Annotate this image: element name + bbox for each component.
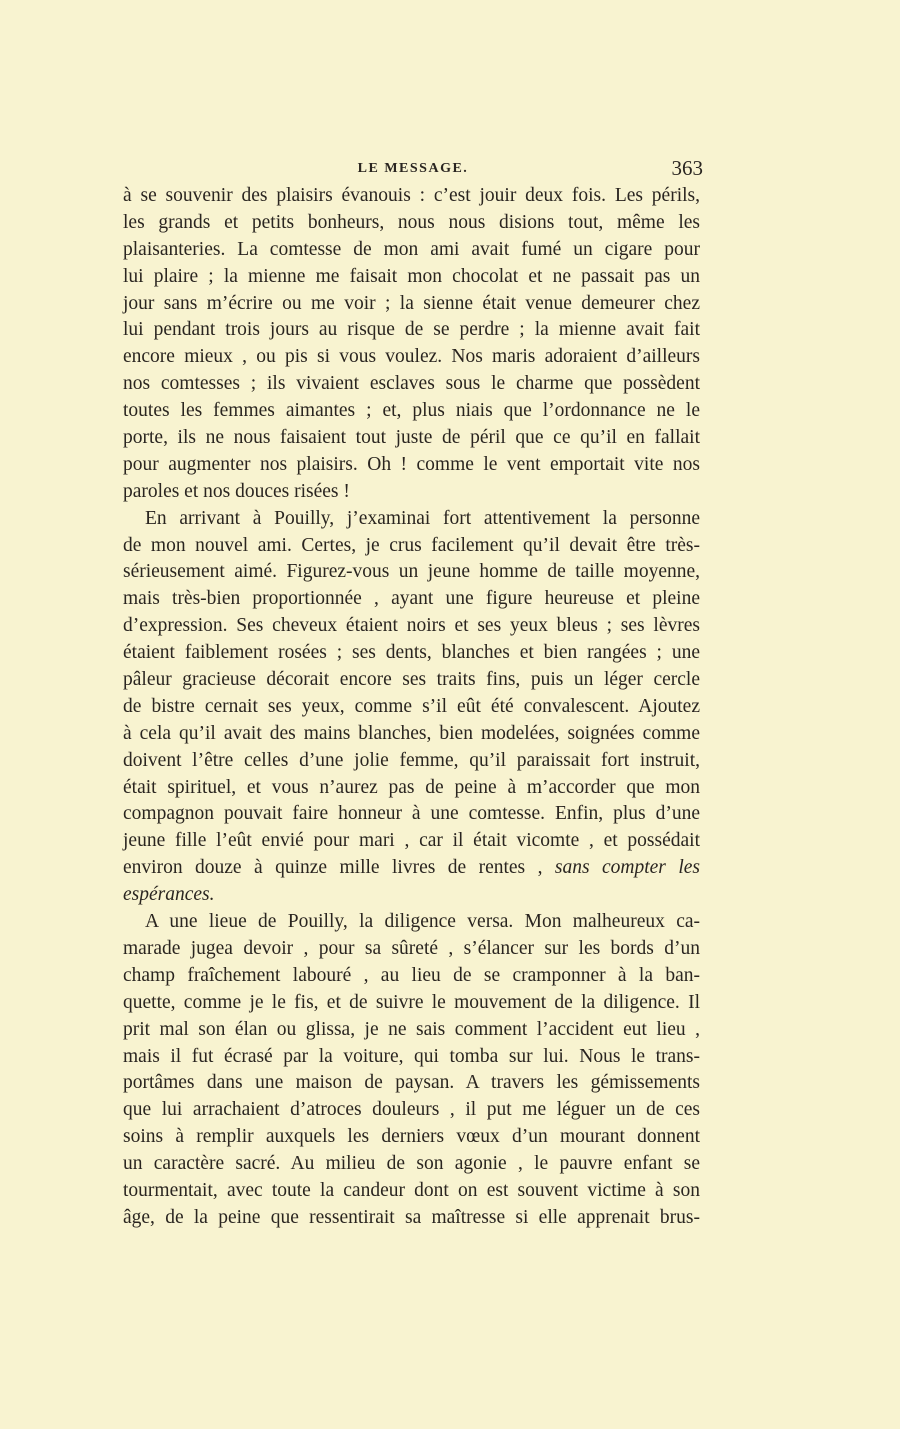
line-text: champ fraîchement labouré , au lieu de se cramponner à la ban-: [123, 964, 700, 986]
text-line: [123, 748, 700, 775]
text-line: [123, 506, 700, 533]
text-line: [123, 667, 700, 694]
text-line: [123, 801, 700, 828]
text-line: [123, 586, 700, 613]
line-text: pour augmenter nos plaisirs. Oh ! comme le vent emportait vite nos: [123, 453, 700, 475]
text-line: [123, 1151, 700, 1178]
text-line: [123, 1205, 700, 1232]
italic-text: sans compter les: [554, 857, 700, 879]
line-text: étaient faiblement rosées ; ses dents, blanches et bien rangées ; une: [123, 642, 700, 664]
line-text: doivent l’être celles d’une jolie femme, qu’il paraissait fort instruit,: [123, 749, 700, 771]
running-title: LE MESSAGE.: [357, 161, 469, 176]
line-text: de bistre cernait ses yeux, comme s’il eût été convalescent. Ajoutez: [123, 695, 700, 717]
text-line: [123, 1070, 700, 1097]
line-text: un caractère sacré. Au milieu de son agonie , le pauvre enfant se: [123, 1153, 700, 1175]
line-text: quette, comme je le fis, et de suivre le mouvement de la diligence. Il: [123, 991, 700, 1013]
text-line: [123, 398, 700, 425]
line-text: A une lieue de Pouilly, la diligence versa. Mon malheureux ca-: [145, 911, 700, 933]
text-line: [123, 559, 700, 586]
line-text: était spirituel, et vous n’aurez pas de peine à m’accorder que mon: [123, 776, 700, 798]
line-text: portâmes dans une maison de paysan. A travers les gémissements: [123, 1072, 700, 1094]
text-line: [123, 452, 700, 479]
text-line: [123, 1017, 700, 1044]
text-line: [123, 1097, 700, 1124]
line-text: nos comtesses ; ils vivaient esclaves sous le charme que possèdent: [123, 373, 700, 395]
line-text: pâleur gracieuse décorait encore ses traits fins, puis un léger cercle: [123, 669, 700, 691]
line-text: les grands et petits bonheurs, nous nous disions tout, même les: [123, 211, 700, 233]
line-text: lui pendant trois jours au risque de se perdre ; la mienne avait fait: [123, 319, 700, 341]
line-text: lui plaire ; la mienne me faisait mon chocolat et ne passait pas un: [123, 265, 700, 287]
text-line: [123, 963, 700, 990]
text-line: [123, 317, 700, 344]
line-text: toutes les femmes aimantes ; et, plus niais que l’ordonnance ne le: [123, 400, 700, 422]
text-line: [123, 1044, 700, 1071]
line-text: compagnon pouvait faire honneur à une comtesse. Enfin, plus d’une: [123, 803, 700, 825]
line-text: jour sans m’écrire ou me voir ; la sienne était venue demeurer chez: [123, 292, 700, 314]
line-text: porte, ils ne nous faisaient tout juste de péril que ce qu’il en fallait: [123, 427, 700, 449]
line-text: encore mieux , ou pis si vous voulez. Nos maris adoraient d’ailleurs: [123, 346, 700, 368]
line-text: d’expression. Ses cheveux étaient noirs et ses yeux bleus ; ses lèvres: [123, 615, 700, 637]
line-text: environ douze à quinze mille livres de rentes ,: [123, 857, 555, 879]
text-line: [123, 210, 700, 237]
text-line: [123, 479, 700, 506]
page-number: 363: [671, 156, 703, 180]
text-line: [123, 291, 700, 318]
text-line: [123, 264, 700, 291]
page-header: [123, 156, 703, 182]
text-line: [123, 694, 700, 721]
line-text: à se souvenir des plaisirs évanouis : c’est jouir deux fois. Les périls,: [123, 185, 700, 206]
line-text: de mon nouvel ami. Certes, je crus facilement qu’il devait être très-: [123, 534, 700, 556]
italic-text: espérances.: [123, 884, 215, 906]
line-text: plaisanteries. La comtesse de mon ami avait fumé un cigare pour: [123, 238, 700, 260]
line-text: paroles et nos douces risées !: [123, 480, 350, 502]
text-line: [123, 909, 700, 936]
text-line: [123, 613, 700, 640]
body-text: [123, 183, 700, 1232]
line-text: âge, de la peine que ressentirait sa maîtresse si elle apprenait brus-: [123, 1206, 700, 1228]
text-line: [123, 344, 700, 371]
line-text: prit mal son élan ou glissa, je ne sais comment l’accident eut lieu ,: [123, 1018, 700, 1040]
text-line: [123, 640, 700, 667]
text-line: [123, 425, 700, 452]
text-line: [123, 1124, 700, 1151]
text-line: [123, 882, 700, 909]
line-text: mais il fut écrasé par la voiture, qui tomba sur lui. Nous le trans-: [123, 1045, 700, 1067]
line-text: sérieusement aimé. Figurez-vous un jeune homme de taille moyenne,: [123, 561, 700, 583]
text-line: [123, 371, 700, 398]
line-text: à cela qu’il avait des mains blanches, bien modelées, soignées comme: [123, 722, 700, 744]
text-line: [123, 855, 700, 882]
text-line: [123, 990, 700, 1017]
text-line: [123, 775, 700, 802]
line-text: mais très-bien proportionnée , ayant une figure heureuse et pleine: [123, 588, 700, 610]
text-line: [123, 1178, 700, 1205]
line-text: jeune fille l’eût envié pour mari , car il était vicomte , et possédait: [123, 830, 700, 852]
text-line: [123, 936, 700, 963]
line-text: En arrivant à Pouilly, j’examinai fort attentivement la personne: [145, 507, 700, 529]
line-text: soins à remplir auxquels les derniers vœux d’un mourant donnent: [123, 1126, 700, 1148]
text-line: [123, 237, 700, 264]
text-line: [123, 183, 700, 210]
text-line: [123, 828, 700, 855]
line-text: marade jugea devoir , pour sa sûreté , s’élancer sur les bords d’un: [123, 937, 700, 959]
text-line: [123, 721, 700, 748]
line-text: tourmentait, avec toute la candeur dont on est souvent victime à son: [123, 1179, 700, 1201]
text-line: [123, 533, 700, 560]
line-text: que lui arrachaient d’atroces douleurs , il put me léguer un de ces: [123, 1099, 700, 1121]
